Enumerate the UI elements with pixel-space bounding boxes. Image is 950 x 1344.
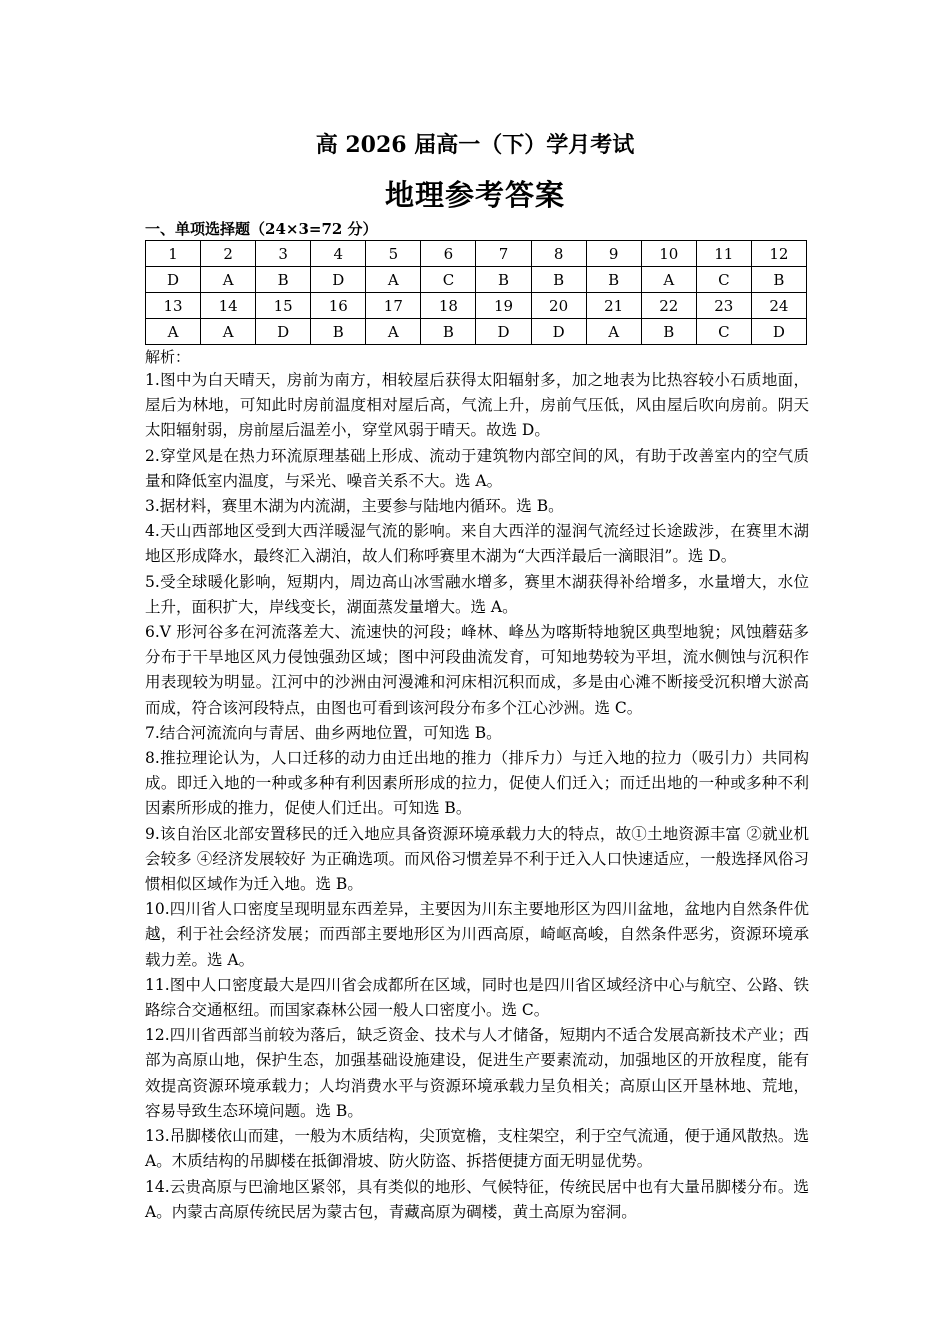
question-number-cell: 15 <box>256 293 311 319</box>
question-number-cell: 3 <box>256 241 311 267</box>
answer-cell: B <box>421 319 476 345</box>
explanation-item: 2.穿堂风是在热力环流原理基础上形成、流动于建筑物内部空间的风，有助于改善室内的空气质量和降低室内温度，与采光、噪音关系不大。选 A。 <box>145 446 809 490</box>
answer-cell: A <box>201 267 256 293</box>
explanation-item: 9.该自治区北部安置移民的迁入地应具备资源环境承载力大的特点，故①土地资源丰富 ②就业机会较多 ④经济发展较好 为正确选项。而风俗习惯差异不利于迁入人口快速适应，一般选择风俗习惯相似区域作为迁入地。选 B。 <box>145 824 809 894</box>
section-heading: 一、单项选择题（24×3=72 分） <box>145 220 378 238</box>
question-number-cell: 12 <box>751 241 806 267</box>
question-number-cell: 20 <box>531 293 586 319</box>
answer-cell: D <box>751 319 806 345</box>
answer-cell: C <box>696 267 751 293</box>
answer-cell: A <box>146 319 201 345</box>
answer-cell: C <box>421 267 476 293</box>
answer-row <box>146 319 807 345</box>
answer-cell: B <box>751 267 806 293</box>
question-number-cell: 24 <box>751 293 806 319</box>
explanation-item: 7.结合河流流向与青居、曲乡两地位置，可知选 B。 <box>145 723 502 742</box>
answer-cell: A <box>201 319 256 345</box>
exam-title: 高 2026 届高一（下）学月考试 <box>315 132 635 158</box>
answer-cell: D <box>146 267 201 293</box>
analysis-title: 解析： <box>145 348 191 366</box>
explanation-item: 3.据材料，赛里木湖为内流湖，主要参与陆地内循环。选 B。 <box>145 497 564 516</box>
question-number-cell: 23 <box>696 293 751 319</box>
question-number-cell: 5 <box>366 241 421 267</box>
question-number-cell: 6 <box>421 241 476 267</box>
answer-cell: A <box>366 319 421 345</box>
answer-cell: D <box>531 319 586 345</box>
explanation-item: 13.吊脚楼依山而建，一般为木质结构，尖顶宽檐，支柱架空，利于空气流通，便于通风散热。选 A。木质结构的吊脚楼在抵御滑坡、防火防盗、拆搭便捷方面无明显优势。 <box>145 1127 809 1171</box>
answer-cell: D <box>311 267 366 293</box>
answer-cell: B <box>641 319 696 345</box>
question-number-cell: 21 <box>586 293 641 319</box>
question-number-cell: 8 <box>531 241 586 267</box>
explanation-item: 12.四川省西部当前较为落后，缺乏资金、技术与人才储备，短期内不适合发展高新技术产业；西部为高原山地，保护生态，加强基础设施建设，促进生产要素流动，加强地区的开放程度，能有效提高资源环境承载力；人均消费水平与资源环境承载力呈负相关；高原山区开垦林地、荒地，容易导致生态环境问题。选 B。 <box>145 1026 809 1120</box>
question-number-cell: 22 <box>641 293 696 319</box>
question-number-row <box>146 241 807 267</box>
explanation-item: 1.图中为白天晴天，房前为南方，相较屋后获得太阳辐射多，加之地表为比热容较小石质地面，屋后为林地，可知此时房前温度相对屋后高，气流上升，房前气压低，风由屋后吹向房前。阴天太阳辐射弱，房前屋后温差小，穿堂风弱于晴天。故选 D。 <box>145 371 809 440</box>
explanation-item: 14.云贵高原与巴渝地区紧邻，具有类似的地形、气候特征，传统民居中也有大量吊脚楼分布。选 A。内蒙古高原传统民居为蒙古包，青藏高原为碉楼，黄土高原为窑洞。 <box>145 1177 809 1221</box>
answer-cell: D <box>256 319 311 345</box>
question-number-cell: 9 <box>586 241 641 267</box>
answer-cell: B <box>311 319 366 345</box>
question-number-cell: 10 <box>641 241 696 267</box>
question-number-cell: 4 <box>311 241 366 267</box>
answer-cell: B <box>586 267 641 293</box>
question-number-cell: 13 <box>146 293 201 319</box>
answer-cell: B <box>531 267 586 293</box>
question-number-cell: 2 <box>201 241 256 267</box>
explanation-item: 5.受全球暖化影响，短期内，周边高山冰雪融水增多，赛里木湖获得补给增多，水量增大，水位上升，面积扩大，岸线变长，湖面蒸发量增大。选 A。 <box>145 572 809 616</box>
question-number-cell: 17 <box>366 293 421 319</box>
document-title: 地理参考答案 <box>384 178 565 212</box>
answer-cell: D <box>476 319 531 345</box>
answer-table <box>145 240 807 345</box>
question-number-cell: 7 <box>476 241 531 267</box>
explanation-item: 4.天山西部地区受到大西洋暖湿气流的影响。来自大西洋的湿润气流经过长途跋涉，在赛里木湖地区形成降水，最终汇入湖泊，故人们称呼赛里木湖为“大西洋最后一滴眼泪”。选 D。 <box>145 522 809 566</box>
explanation-item: 10.四川省人口密度呈现明显东西差异，主要因为川东主要地形区为四川盆地，盆地内自然条件优越，利于社会经济发展；而西部主要地形区为川西高原，崎岖高峻，自然条件恶劣，资源环境承载力差。选 A。 <box>145 900 809 969</box>
explanation-item: 6.V 形河谷多在河流落差大、流速快的河段；峰林、峰丛为喀斯特地貌区典型地貌；风蚀蘑菇多分布于干旱地区风力侵蚀强劲区域；图中河段曲流发育，可知地势较为平坦，流水侧蚀与沉积作用表现较为明显。江河中的沙洲由河漫滩和河床相沉积而成，多是由心滩不断接受沉积增大淤高而成，符合该河段特点，由图也可看到该河段分布多个江心沙洲。选 C。 <box>145 623 809 717</box>
question-number-cell: 16 <box>311 293 366 319</box>
answer-cell: C <box>696 319 751 345</box>
answer-cell: B <box>476 267 531 293</box>
explanation-item: 11.图中人口密度最大是四川省会成都所在区域，同时也是四川省区域经济中心与航空、公路、铁路综合交通枢纽。而国家森林公园一般人口密度小。选 C。 <box>145 975 809 1020</box>
answer-row <box>146 267 807 293</box>
explanation-item: 8.推拉理论认为，人口迁移的动力由迁出地的推力（排斥力）与迁入地的拉力（吸引力）共同构成。即迁入地的一种或多种有利因素所形成的拉力，促使人们迁入；而迁出地的一种或多种不利因素所形成的推力，促使人们迁出。可知选 B。 <box>145 749 809 818</box>
question-number-cell: 11 <box>696 241 751 267</box>
explanation-list <box>145 368 809 1225</box>
question-number-cell: 14 <box>201 293 256 319</box>
answer-cell: A <box>586 319 641 345</box>
answer-cell: A <box>641 267 696 293</box>
answer-cell: A <box>366 267 421 293</box>
question-number-cell: 1 <box>146 241 201 267</box>
answer-cell: B <box>256 267 311 293</box>
question-number-cell: 19 <box>476 293 531 319</box>
question-number-cell: 18 <box>421 293 476 319</box>
question-number-row <box>146 293 807 319</box>
